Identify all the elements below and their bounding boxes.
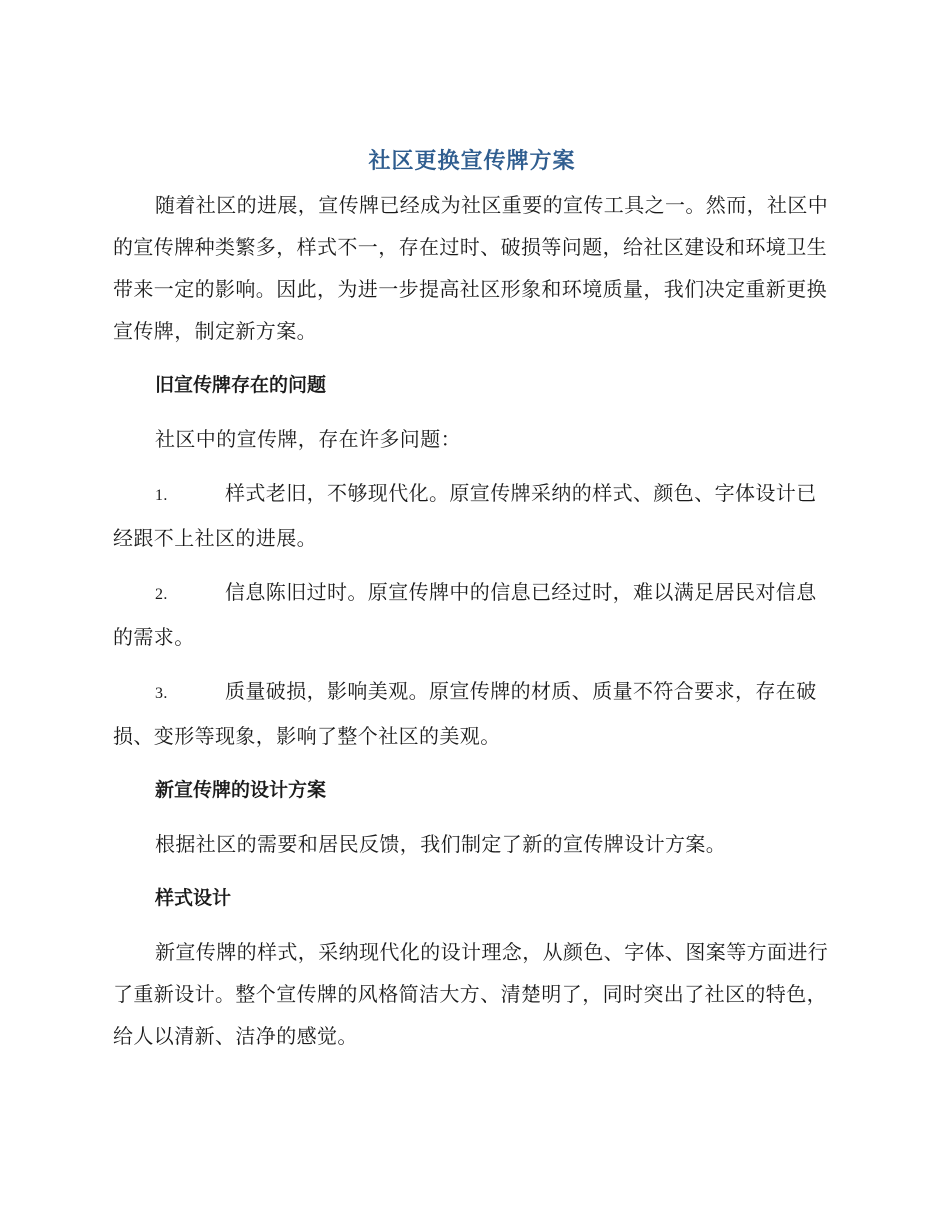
section-heading-old-problems: 旧宣传牌存在的问题 [155,374,327,396]
list-item-text: 样式老旧，不够现代化。原宣传牌采纳的样式、颜色、字体设计已经跟不上社区的进展。 [113,481,817,550]
list-item-number: 3. [155,685,168,702]
document-title: 社区更换宣传牌方案 [368,149,576,174]
document-page [113,140,831,1057]
list-item [113,670,831,757]
list-item [113,472,831,559]
section-body-style-design: 新宣传牌的样式，采纳现代化的设计理念，从颜色、字体、图案等方面进行了重新设计。整个宣传牌的风格简洁大方、清楚明了，同时突出了社区的特色，给人以清新、洁净的感觉。 [113,940,829,1048]
list-item-number: 1. [155,487,168,504]
section-lead-old-problems: 社区中的宣传牌，存在许多问题： [155,427,461,451]
section-heading-style-design: 样式设计 [155,887,232,909]
list-item-text: 质量破损，影响美观。原宣传牌的材质、质量不符合要求，存在破损、变形等现象，影响了整个社区的美观。 [113,679,817,748]
list-item-number: 2. [155,586,168,603]
section-heading-new-design: 新宣传牌的设计方案 [155,779,327,801]
intro-paragraph: 随着社区的进展，宣传牌已经成为社区重要的宣传工具之一。然而，社区中的宣传牌种类繁多，样式不一，存在过时、破损等问题，给社区建设和环境卫生带来一定的影响。因此，为进一步提高社区形象和环境质量，我们决定重新更换宣传牌，制定新方案。 [113,193,829,343]
section-lead-new-design: 根据社区的需要和居民反馈，我们制定了新的宣传牌设计方案。 [155,832,727,856]
list-item [113,571,831,658]
list-item-text: 信息陈旧过时。原宣传牌中的信息已经过时，难以满足居民对信息的需求。 [113,580,817,649]
